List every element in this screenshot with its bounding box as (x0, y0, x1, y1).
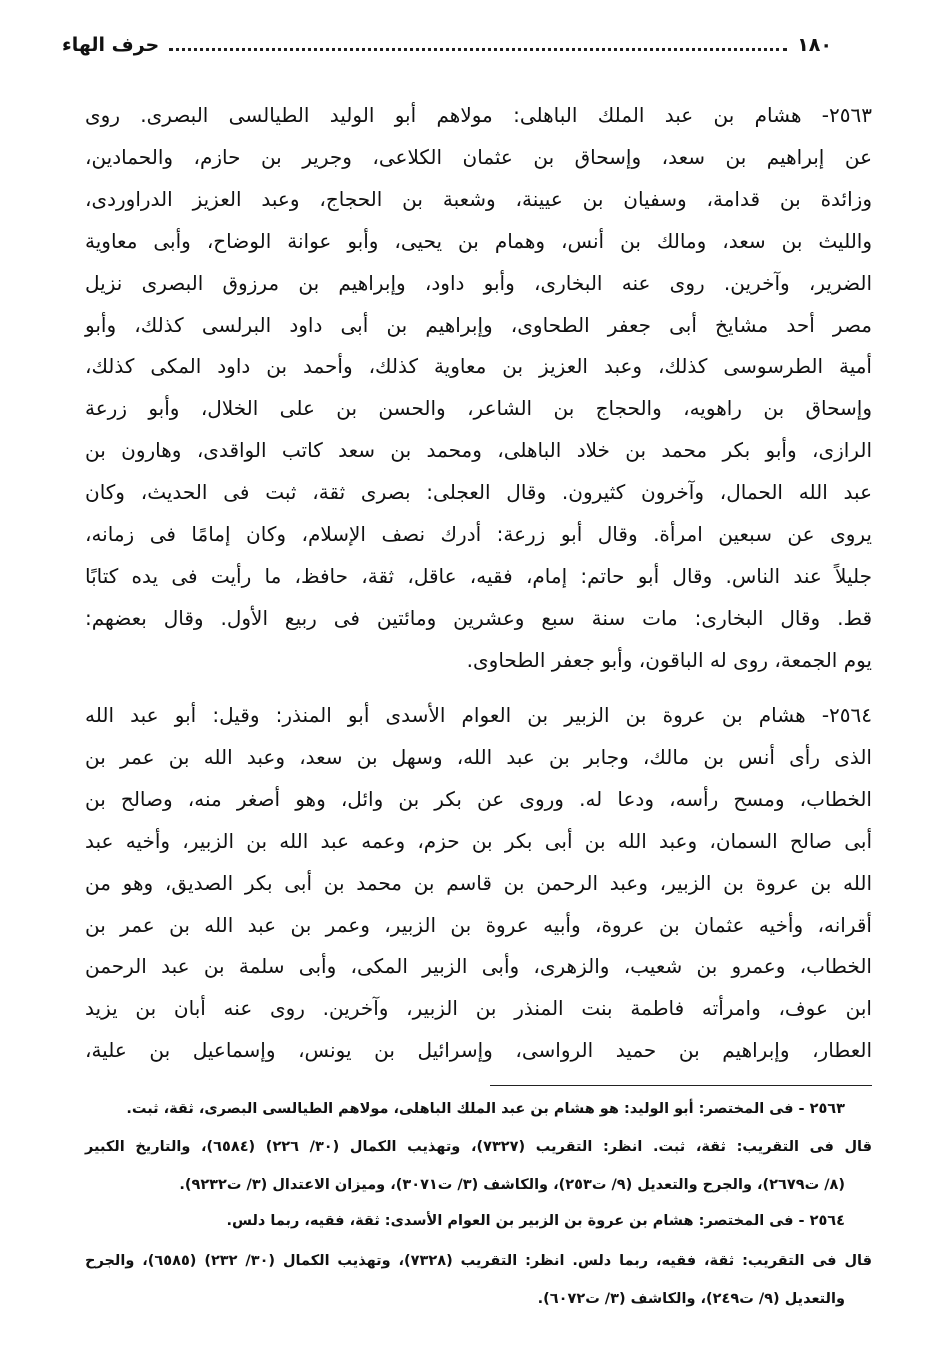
footnote-line: ٢٥٦٣ - فى المختصر: أبو الوليد: هو هشام بن عبد الملك الباهلى، مولاهم الطيالسى البصرى، ثقة، ثبت. (126, 1101, 845, 1117)
text-line: وإسحاق بن راهويه، والحجاج بن الشاعر، والحسن بن على الخلال، وأبو زرعة (85, 396, 872, 421)
text-line: مصر أحد مشايخ أبى جعفر الطحاوى، وإبراهيم بن أبى داود البرلسى كذلك، وأبو (85, 312, 872, 337)
text-line: عن إبراهيم بن سعد، وإسحاق بن عثمان الكلاعى، وجرير بن حازم، والحمادين، (85, 144, 872, 169)
text-line: الرازى، وأبو بكر محمد بن خلاد الباهلى، ومحمد بن سعد كاتب الواقدى، وهارون بن (85, 438, 872, 463)
text-line: عبد الله الحمال، وآخرون كثيرون. وقال العجلى: بصرى ثقة، ثبت فى الحديث، وكان (85, 480, 872, 505)
footnote-line: والتعديل (٩/ ت٢٤٩)، والكاشف (٣/ ت٦٠٧٢). (537, 1291, 845, 1307)
footnote-line: ٢٥٦٤ - فى المختصر: هشام بن عروة بن الزبير بن العوام الأسدى: ثقة، فقيه، ربما دلس. (226, 1213, 845, 1229)
running-header (62, 30, 832, 60)
footnote-line: (٨/ ت٢٦٧٩)، والجرح والتعديل (٩/ ت٢٥٣)، والكاشف (٣/ ت٣٠٧١)، وميزان الاعتدال (٣/ ت٩٢٣٢). (179, 1177, 845, 1193)
text-line: أبى صالح السمان، وعبد الله بن أبى بكر بن حزم، وعمه عبد الله بن الزبير، وأخيه عبد (85, 828, 872, 853)
text-line: أمية الطرسوسى كذلك، وعبد العزيز بن معاوية كذلك، وأحمد بن داود المكى كذلك، (85, 354, 872, 379)
text-line: ٢٥٦٣- هشام بن عبد الملك الباهلى: مولاهم أبو الوليد الطيالسى البصرى. روى (85, 103, 872, 127)
text-line: والليث بن سعد، ومالك بن أنس، وهمام بن يحيى، وأبو عوانة الوضاح، وأبى معاوية (85, 228, 872, 253)
text-line: الضرير، وآخرين. روى عنه البخارى، وأبو داود، وإبراهيم بن مرزوق البصرى نزيل (85, 270, 872, 295)
text-line: ٢٥٦٤- هشام بن عروة بن الزبير بن العوام الأسدى أبو المنذر: وقيل: أبو عبد الله (85, 703, 872, 727)
text-line: ابن عوف، وامرأته فاطمة بنت المنذر بن الزبير، وآخرين. روى عنه أبان بن يزيد (85, 996, 872, 1021)
page-number: ١٨٠ (797, 34, 832, 56)
text-line: الخطاب، ومسح رأسه، ودعا له. وروى عن بكر بن وائل، وهو أصغر منه، وصالح بن (85, 786, 872, 811)
section-title: حرف الهاء (62, 34, 160, 56)
text-line: الذى رأى أنس بن مالك، وجابر بن عبد الله، وسهل بن سعد، وعبد الله بن عمر بن (85, 744, 872, 769)
footnote-divider (490, 1085, 872, 1086)
text-line: يروى عن سبعين امرأة. وقال أبو زرعة: أدرك نصف الإسلام، وكان إمامًا فى زمانه، (85, 522, 872, 546)
dotted-leader (169, 48, 787, 51)
footnote-line: قال فى التقريب: ثقة، فقيه، ربما دلس. انظر: التقريب (٧٣٢٨)، وتهذيب الكمال (٣٠/ ٢٣٢) (٦٥٨٥)، والجرح (85, 1253, 872, 1269)
text-line: الخطاب، وعمرو بن شعيب، والزهرى، وأبى الزبير المكى، وأبى سلمة بن عبد الرحمن (85, 954, 872, 979)
text-line: يوم الجمعة، روى له الباقون، وأبو جعفر الطحاوى. (466, 647, 872, 672)
footnote-line: قال فى التقريب: ثقة، ثبت. انظر: التقريب (٧٣٢٧)، وتهذيب الكمال (٣٠/ ٢٢٦) (٦٥٨٤)، والتاريخ الكبير (85, 1139, 872, 1155)
text-line: وزائدة بن قدامة، وسفيان بن عيينة، وشعبة بن الحجاج، وعبد العزيز الدراوردى، (85, 186, 872, 211)
text-line: قط. وقال البخارى: مات سنة سبع وعشرين ومائتين فى ربيع الأول. وقال بعضهم: (85, 605, 872, 630)
text-line: الله بن عروة بن الزبير، وعبد الرحمن بن قاسم بن محمد بن أبى بكر الصديق، وهو من (85, 870, 872, 895)
text-line: أقرانه، وأخيه عثمان بن عروة، وأبيه عروة بن الزبير، وعمر بن عبد الله بن عمر بن (85, 912, 872, 937)
text-line: العطار، وإبراهيم بن حميد الرواسى، وإسرائيل بن يونس، وإسماعيل بن علية، (85, 1038, 872, 1063)
text-line: جليلاً عند الناس. وقال أبو حاتم: إمام، فقيه، عاقل، ثقة، حافظ، ما رأيت فى يده كتابًا (85, 563, 872, 588)
